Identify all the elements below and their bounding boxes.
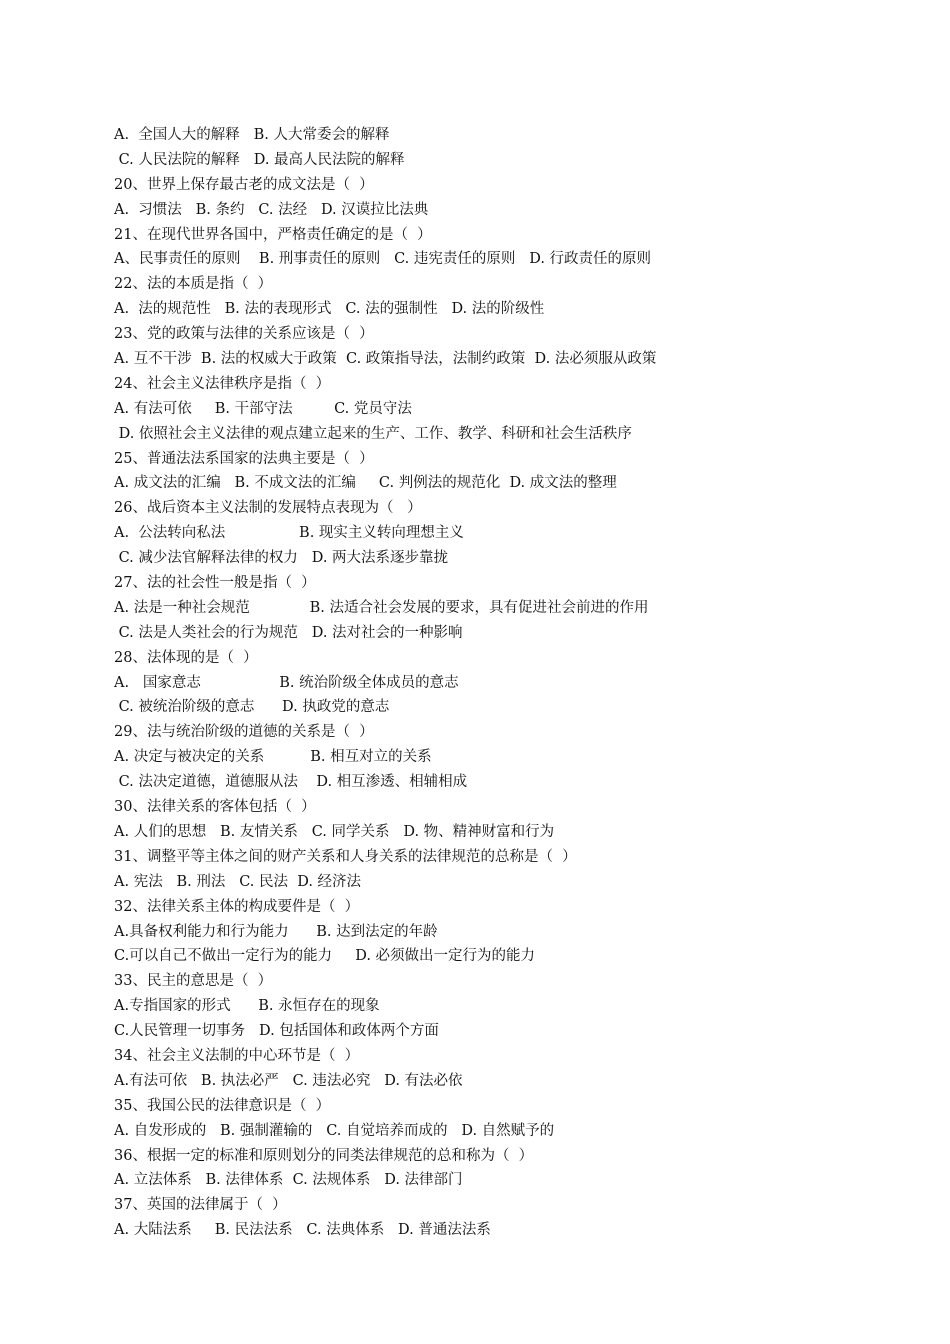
answer-options: A.有法可依 B. 执法必严 C. 违法必究 D. 有法必依 [114,1072,463,1089]
answer-options: A. 立法体系 B. 法律体系 C. 法规体系 D. 法律部门 [114,1172,463,1189]
question-text: 37、英国的法律属于（ ） [114,1197,287,1214]
question-text: 29、法与统治阶级的道德的关系是（ ） [114,724,374,741]
answer-options: C. 被统治阶级的意志 D. 执政党的意志 [114,699,390,716]
answer-options: A. 成文法的汇编 B. 不成文法的汇编 C. 判例法的规范化 D. 成文法的整理 [114,475,617,492]
question-text: 24、社会主义法律秩序是指（ ） [114,375,331,392]
answer-options: A. 公法转向私法 B. 现实主义转向理想主义 [114,525,464,542]
answer-options: A. 互不干涉 B. 法的权威大于政策 C. 政策指导法，法制约政策 D. 法必须服从政策 [114,351,657,368]
question-text: 20、世界上保存最古老的成文法是（ ） [114,176,374,193]
answer-options: A.具备权利能力和行为能力 B. 达到法定的年龄 [114,923,438,940]
answer-options: A.专指国家的形式 B. 永恒存在的现象 [114,998,380,1015]
text-line: C. 人民法院的解释 D. 最高人民法院的解释 [114,151,405,168]
answer-options: A. 法是一种社会规范 B. 法适合社会发展的要求，具有促进社会前进的作用 [114,599,649,616]
answer-options: A. 人们的思想 B. 友情关系 C. 同学关系 D. 物、精神财富和行为 [114,823,555,840]
question-text: 31、调整平等主体之间的财产关系和人身关系的法律规范的总称是（ ） [114,848,577,865]
question-text: 32、法律关系主体的构成要件是（ ） [114,898,360,915]
answer-options: A. 大陆法系 B. 民法法系 C. 法典体系 D. 普通法法系 [114,1222,491,1239]
answer-options: A. 自发形成的 B. 强制灌输的 C. 自觉培养而成的 D. 自然赋予的 [114,1122,555,1139]
answer-options: A. 决定与被决定的关系 B. 相互对立的关系 [114,749,432,766]
question-list [114,123,834,1243]
answer-options: A、民事责任的原则 B. 刑事责任的原则 C. 违宪责任的原则 D. 行政责任的原则 [114,251,652,268]
answer-options: D. 依照社会主义法律的观点建立起来的生产、工作、教学、科研和社会生活秩序 [114,425,632,442]
question-text: 28、法体现的是（ ） [114,649,258,666]
question-text: 34、社会主义法制的中心环节是（ ） [114,1047,360,1064]
question-text: 33、民主的意思是（ ） [114,973,273,990]
question-text: 30、法律关系的客体包括（ ） [114,799,316,816]
question-text: 22、法的本质是指（ ） [114,276,273,293]
answer-options: C. 减少法官解释法律的权力 D. 两大法系逐步靠拢 [114,550,449,567]
answer-options: C. 法决定道德，道德服从法 D. 相互渗透、相辅相成 [114,774,468,791]
answer-options: A. 法的规范性 B. 法的表现形式 C. 法的强制性 D. 法的阶级性 [114,301,545,318]
answer-options: C.人民管理一切事务 D. 包括国体和政体两个方面 [114,1023,439,1040]
question-text: 35、我国公民的法律意识是（ ） [114,1097,331,1114]
question-text: 25、普通法法系国家的法典主要是（ ） [114,450,374,467]
question-text: 21、在现代世界各国中，严格责任确定的是（ ） [114,226,432,243]
answer-options: C.可以自己不做出一定行为的能力 D. 必须做出一定行为的能力 [114,948,536,965]
question-text: 26、战后资本主义法制的发展特点表现为（ ） [114,500,422,517]
answer-options: A. 习惯法 B. 条约 C. 法经 D. 汉谟拉比法典 [114,201,429,218]
question-text: 36、根据一定的标准和原则划分的同类法律规范的总和称为（ ） [114,1147,534,1164]
question-text: 23、党的政策与法律的关系应该是（ ） [114,326,374,343]
text-line: A. 全国人大的解释 B. 人大常委会的解释 [114,127,390,143]
answer-options: C. 法是人类社会的行为规范 D. 法对社会的一种影响 [114,624,463,641]
answer-options: A. 宪法 B. 刑法 C. 民法 D. 经济法 [114,873,362,890]
answer-options: A. 有法可依 B. 干部守法 C. 党员守法 [114,400,412,417]
question-text: 27、法的社会性一般是指（ ） [114,575,316,592]
answer-options: A. 国家意志 B. 统治阶级全体成员的意志 [114,674,459,691]
